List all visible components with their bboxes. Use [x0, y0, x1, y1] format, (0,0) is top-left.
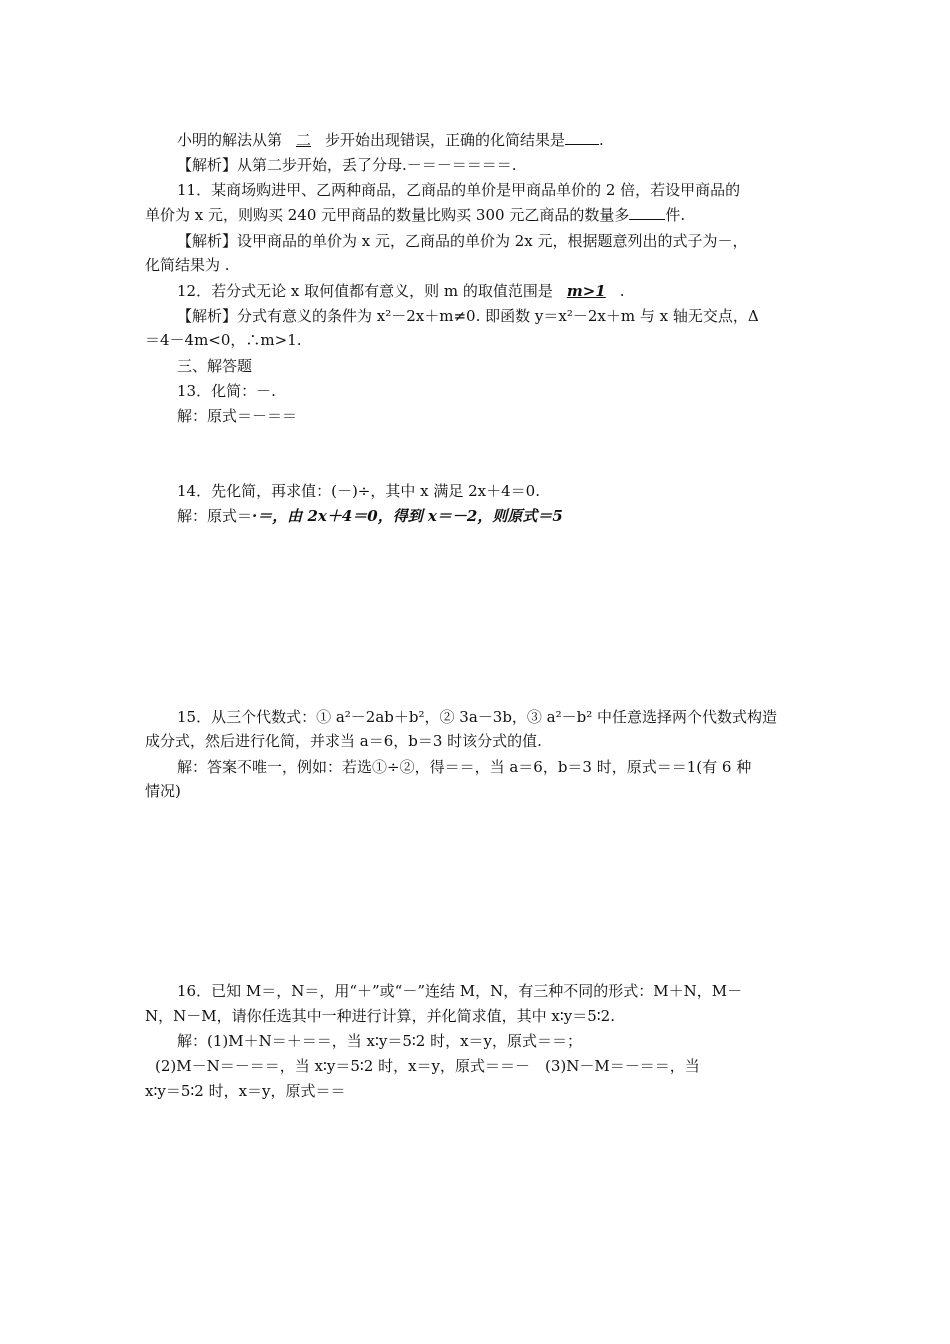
q10-answer-line [145, 128, 847, 152]
q15-line1: 15．从三个代数式：① a²－2ab＋b²，② 3a－3b，③ a²－b² 中任意选择两个代数式构造 [177, 708, 778, 726]
q11-line2 [145, 203, 815, 227]
q12-answer: m>1 [566, 282, 606, 300]
q11-solution-line1: 【解析】设甲商品的单价为 x 元，乙商品的单价为 2x 元，根据题意列出的式子为－， [177, 232, 748, 250]
q10-text-post: 步开始出现错误，正确的化简结果是 [325, 131, 566, 149]
q16-solution-line2: (2)M－N＝－＝＝，当 x∶y＝5∶2 时，x＝y，原式＝＝－ (3)N－M＝－＝＝，当 [155, 1057, 700, 1075]
q10-answer: 二 [296, 131, 312, 149]
q12-question [145, 279, 847, 303]
q13-solution: 解：原式＝－＝＝ [177, 407, 298, 425]
q10-solution: 【解析】从第二步开始，丢了分母.－＝－＝＝＝＝. [177, 156, 517, 174]
q12-solution-line2: ＝4－4m<0，∴m>1. [145, 331, 302, 349]
q14-solution [145, 504, 847, 528]
q14-question: 14．先化简，再求值：(－)÷，其中 x 满足 2x＋4＝0. [177, 482, 540, 500]
q11-blank [629, 205, 665, 220]
q16-solution-line3: x∶y＝5∶2 时，x＝y，原式＝＝ [145, 1082, 346, 1100]
q15-solution-line2: 情况) [145, 782, 181, 800]
q15-line2: 成分式，然后进行化简，并求当 a＝6，b＝3 时该分式的值. [145, 732, 542, 750]
q11-line2-pre: 单价为 x 元，则购买 240 元甲商品的数量比购买 300 元乙商品的数量多 [145, 206, 630, 224]
q10-end: . [599, 131, 604, 149]
q12-solution-line1: 【解析】分式有意义的条件为 x²－2x＋m≠0. 即函数 y＝x²－2x＋m 与 x 轴无交点，Δ [177, 307, 759, 325]
q15-solution-line1: 解：答案不唯一，例如：若选①÷②，得＝＝，当 a＝6，b＝3 时，原式＝＝1(有 6 种 [177, 758, 752, 776]
q11-line1: 11．某商场购进甲、乙两种商品，乙商品的单价是甲商品单价的 2 倍，若设甲商品的 [177, 181, 741, 199]
q12-text-post: . [619, 282, 625, 300]
q10-blank [565, 130, 599, 145]
q14-solution-pre: 解：原式＝ [177, 507, 253, 525]
q16-solution-line1: 解：(1)M＋N＝＋＝＝，当 x∶y＝5∶2 时，x＝y，原式＝＝； [177, 1032, 583, 1050]
q10-text-pre: 小明的解法从第 [177, 131, 283, 149]
q11-line2-post: 件. [665, 206, 686, 224]
q11-solution-line2: 化简结果为 . [145, 256, 230, 274]
q16-line1: 16．已知 M＝，N＝，用“＋”或“－”连结 M，N，有三种不同的形式：M＋N，M－ [177, 982, 743, 1000]
q14-solution-rest: ·＝，由 2x＋4＝0，得到 x＝－2，则原式＝5 [252, 507, 563, 525]
section-heading: 三、解答题 [177, 357, 253, 375]
q16-line2: N，N－M，请你任选其中一种进行计算，并化简求值，其中 x∶y＝5∶2. [145, 1007, 615, 1025]
q13-question: 13．化简：－. [177, 382, 276, 400]
q12-text-pre: 12．若分式无论 x 取何值都有意义，则 m 的取值范围是 [177, 282, 553, 300]
